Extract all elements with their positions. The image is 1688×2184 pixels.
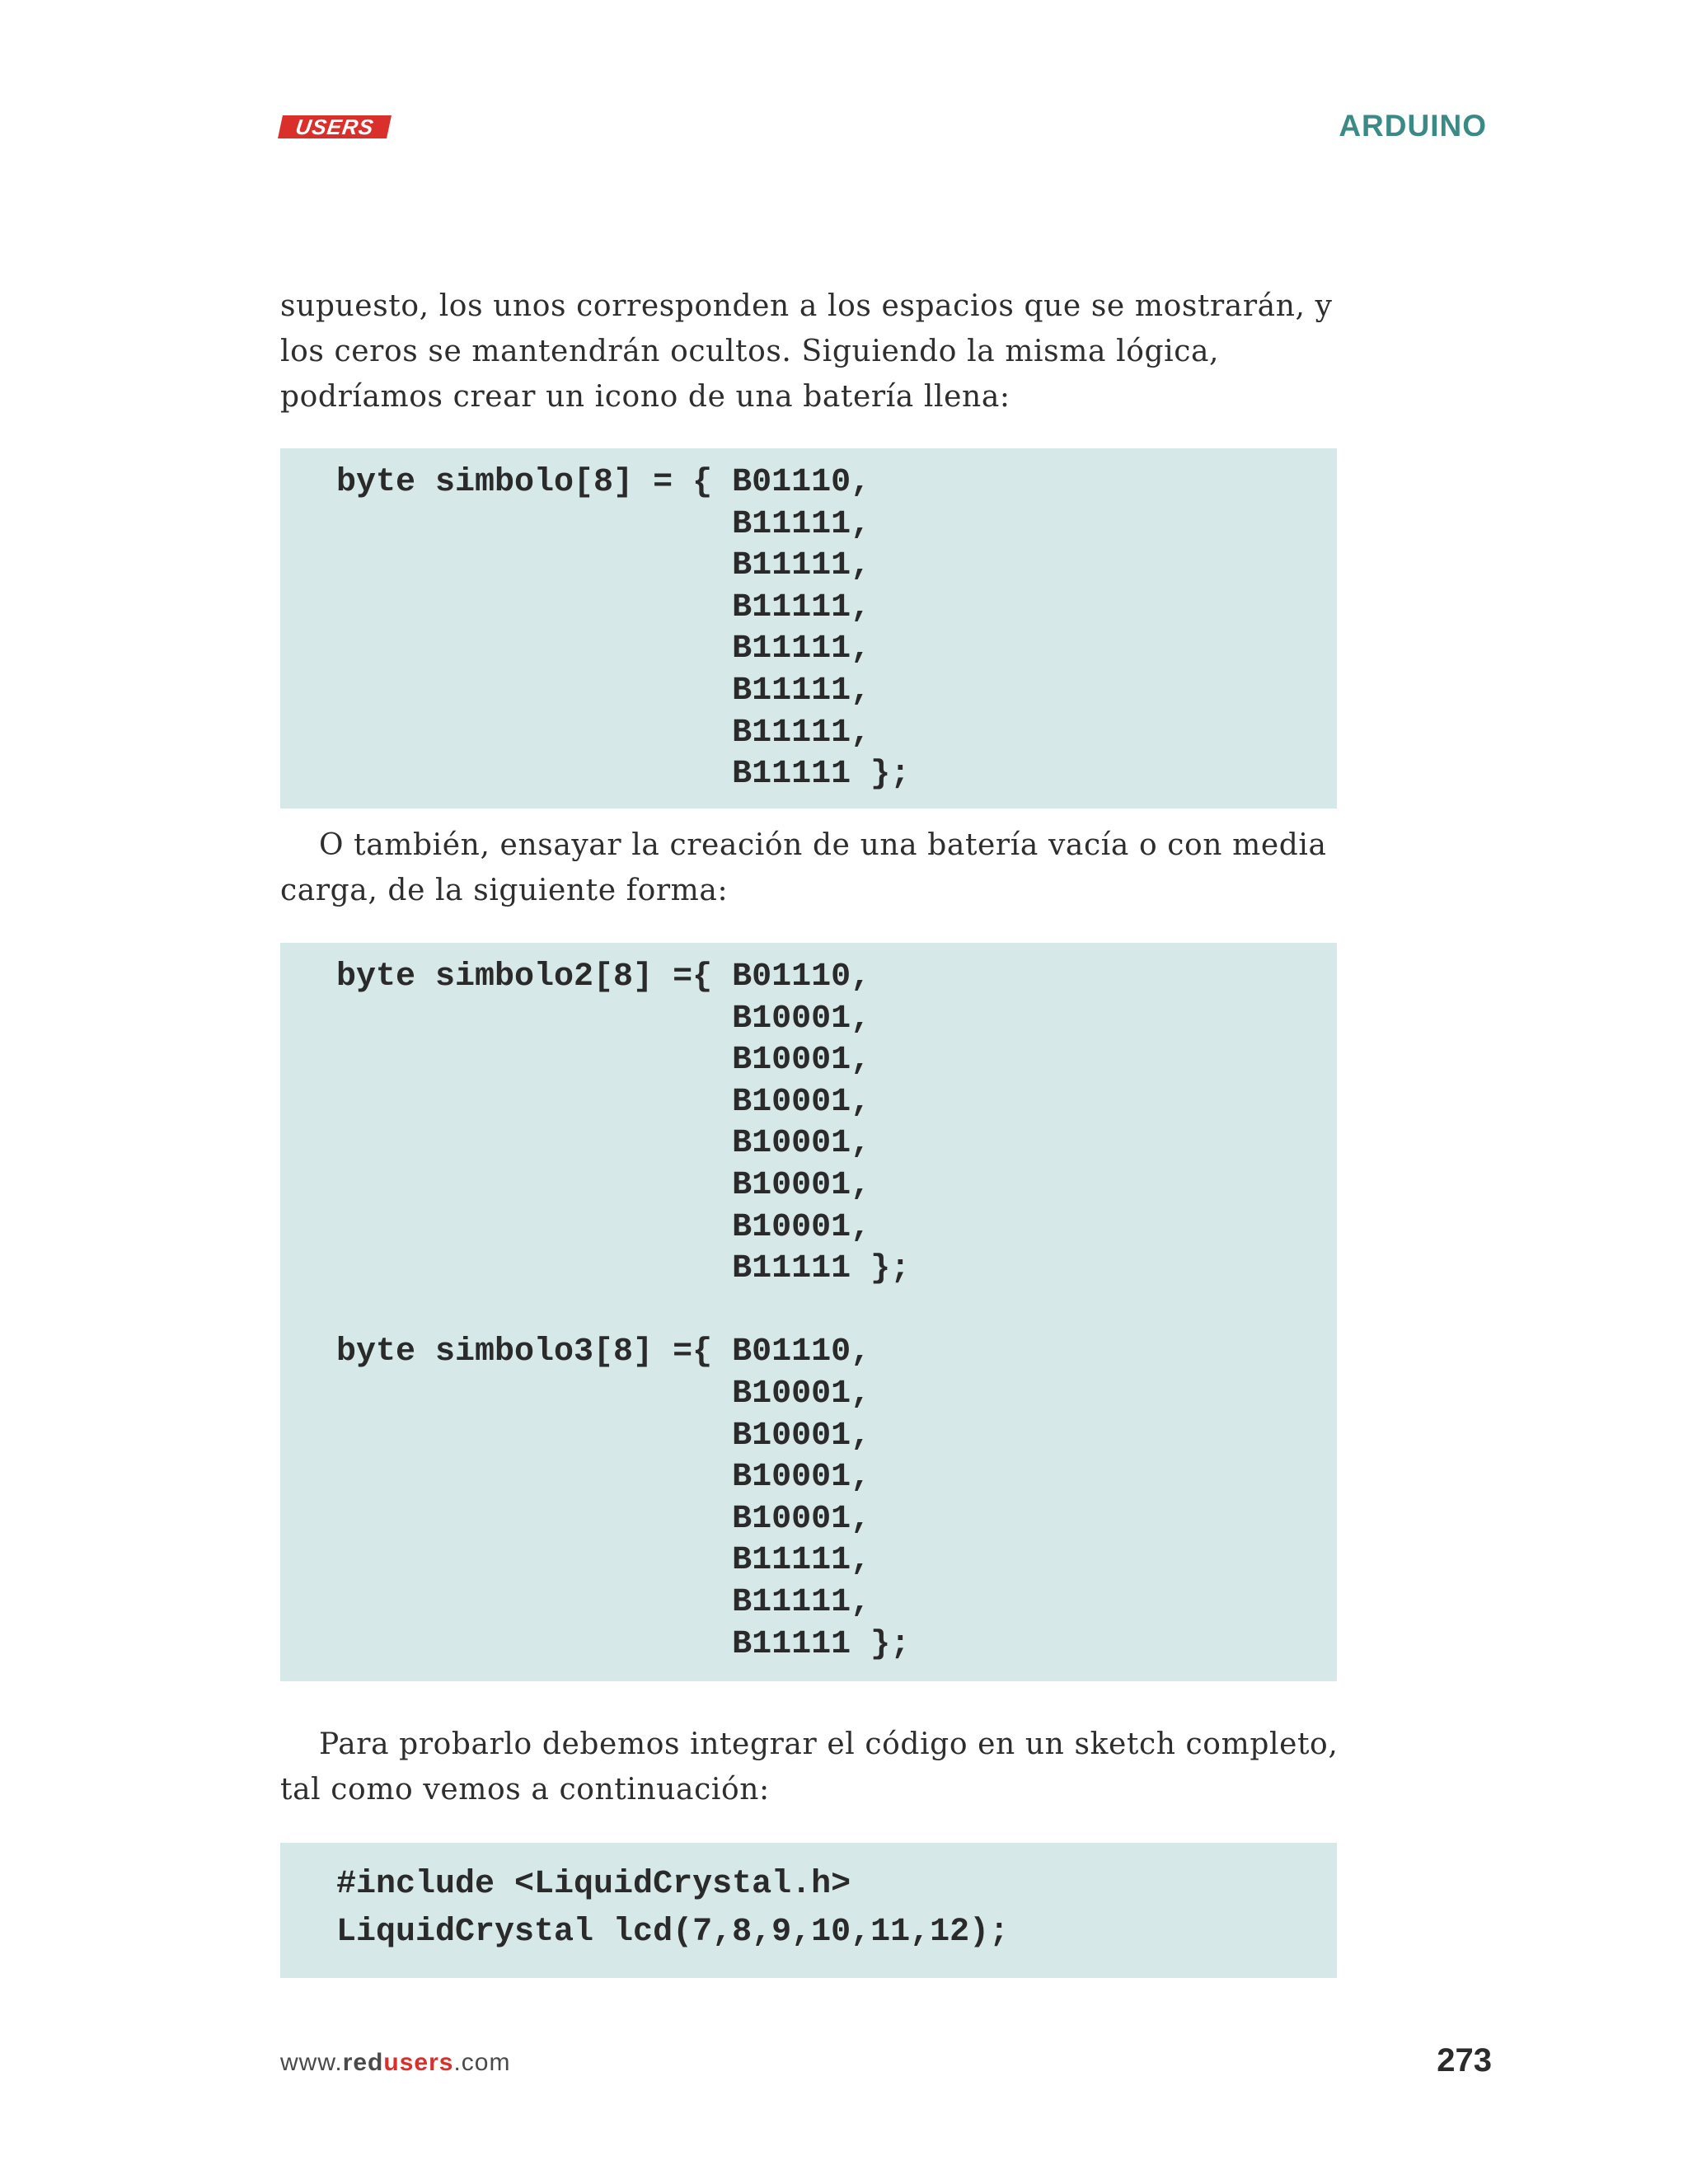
- footer-url[interactable]: [280, 2049, 510, 2077]
- code-block-include: #include <LiquidCrystal.h> LiquidCrystal lcd(7,8,9,10,11,12);: [280, 1843, 1337, 1978]
- url-suffix: .com: [453, 2049, 511, 2076]
- code-block-full-battery: byte simbolo[8] = { B01110, B11111, B11111, B11111, B11111, B11111, B11111, B11111 };: [280, 448, 1337, 808]
- url-prefix: www.: [280, 2049, 343, 2076]
- page-number: 273: [1437, 2042, 1492, 2079]
- code-block-empty-battery: byte simbolo2[8] ={ B01110, B10001, B10001, B10001, B10001, B10001, B10001, B11111 }; byte simbolo3[8] ={ B01110, B10001, B10001, B10001, B10001, B11111, B11111, B11111 };: [280, 943, 1337, 1681]
- url-red: red: [342, 2049, 384, 2076]
- paragraph-sketch: Para probarlo debemos integrar el código en un sketch completo, tal como vemos a continuación:: [280, 1727, 1339, 1807]
- paragraph-intro: supuesto, los unos corresponden a los espacios que se mostrarán, y los ceros se mantendrán ocultos. Siguiendo la misma lógica, podríamos crear un icono de una batería llena:: [280, 289, 1333, 414]
- paragraph-empty-battery: O también, ensayar la creación de una batería vacía o con media carga, de la siguiente forma:: [280, 828, 1327, 907]
- publisher-logo: [278, 115, 392, 138]
- running-header-title: ARDUINO: [1339, 109, 1487, 143]
- url-brand: users: [383, 2049, 454, 2076]
- logo-text: USERS: [293, 114, 376, 139]
